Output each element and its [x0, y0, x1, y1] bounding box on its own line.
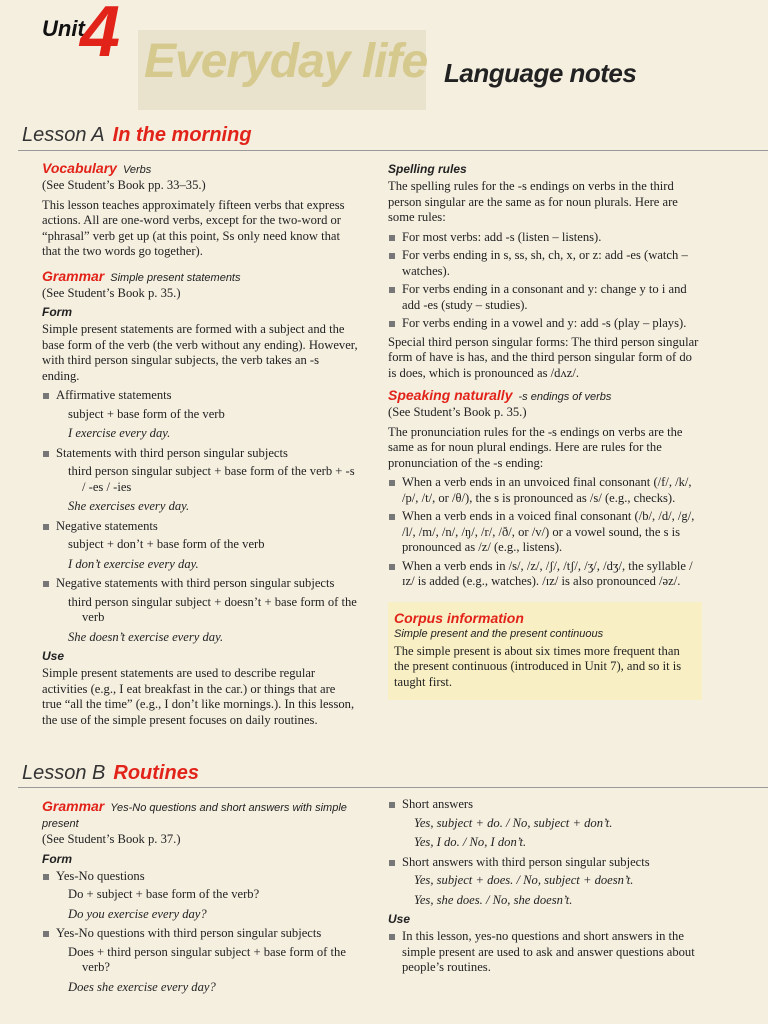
yes-no-third-person-rule: Does + third person singular subject + base form of the verb? — [68, 944, 346, 974]
short-answers-third-bullet: Short answers with third person singular subjects — [388, 855, 702, 871]
lesson-b-heading — [22, 762, 199, 785]
speaking-naturally-title: Speaking naturally — [388, 387, 513, 403]
pronunciation-rule-1: When a verb ends in an unvoiced final consonant (/f/, /k/, /p/, /t/, or /θ/), the s is pronounced as /s/ (e.g., checks). — [388, 475, 702, 506]
third-person-bullet: Statements with third person singular subjects — [42, 446, 358, 462]
lesson-b-label: Lesson B — [22, 762, 106, 784]
yes-no-third-person-bullet: Yes-No questions with third person singular subjects — [42, 926, 358, 942]
lesson-a-heading — [22, 124, 252, 147]
form-b-heading: Form — [42, 851, 72, 866]
vocabulary-heading — [42, 160, 358, 176]
short-answers-example: Yes, I do. / No, I don’t. — [414, 835, 527, 849]
short-answers-third-rule: Yes, subject + does. / No, subject + doesn’t. — [414, 873, 634, 887]
negative-third-person-example: She doesn’t exercise every day. — [68, 629, 224, 644]
vocabulary-subtitle: Verbs — [122, 164, 152, 176]
form-text: Simple present statements are formed with a subject and the base form of the verb (the verb without any ending). However, with third person singular subjects, the verb takes an -s ending. — [42, 322, 358, 383]
vocabulary-text: This lesson teaches approximately fifteen verbs that express actions. All are one-word verbs, except for the two-word or “phrasal” verb get up (at this point, Ss only need know that that the two words go together). — [42, 197, 345, 258]
short-answers-rule: Yes, subject + do. / No, subject + don’t. — [414, 815, 613, 830]
unit-label: Unit — [42, 16, 85, 41]
affirmative-example: I exercise every day. — [68, 426, 171, 440]
vocabulary-title: Vocabulary — [42, 160, 117, 176]
grammar-subtitle: Simple present statements — [110, 271, 241, 284]
short-answers-third-example: Yes, she does. / No, she doesn’t. — [414, 892, 573, 907]
lesson-a-label: Lesson A — [22, 124, 105, 146]
spelling-heading: Spelling rules — [388, 162, 467, 176]
use-b-heading: Use — [388, 912, 411, 926]
yes-no-questions-rule: Do + subject + base form of the verb? — [68, 887, 260, 901]
use-text: Simple present statements are used to describe regular activities (e.g., I eat breakfast in the car.) or things that are true “all the time” (e.g., I don’t like mornings.). In this lesson, the use of the simple present focuses on daily routines. — [42, 666, 355, 727]
lesson-a-right-column — [388, 158, 702, 700]
short-answers-bullet: Short answers — [388, 797, 702, 813]
speaking-naturally-heading — [388, 387, 702, 403]
grammar-heading — [42, 268, 358, 284]
vocabulary-reference: (See Student’s Book pp. 33–35.) — [42, 178, 206, 192]
negative-example: I don’t exercise every day. — [68, 556, 199, 571]
corpus-subtitle: Simple present and the present continuous — [394, 627, 604, 640]
corpus-text: The simple present is about six times more frequent than the present continuous (introduced in Unit 7), and so it is taught first. — [394, 643, 682, 689]
spelling-rule-4: For verbs ending in a vowel and y: add -s (play – plays). — [388, 316, 702, 332]
lesson-b-left-column — [42, 798, 358, 999]
corpus-information-box — [388, 602, 702, 701]
lesson-a-divider — [18, 150, 768, 151]
yes-no-questions-example: Do you exercise every day? — [68, 906, 207, 921]
lesson-b-divider — [18, 787, 768, 788]
pronunciation-rule-3: When a verb ends in /s/, /z/, /ʃ/, /tʃ/, /ʒ/, /dʒ/, the syllable /ɪz/ is added (e.g., watches). /ɪz/ is also pronounced /əz/. — [388, 559, 702, 590]
spelling-rule-2: For verbs ending in s, ss, sh, ch, x, or z: add -es (watch – watches). — [388, 248, 702, 279]
grammar-title: Grammar — [42, 267, 105, 284]
grammar-b-reference: (See Student’s Book p. 37.) — [42, 832, 181, 846]
yes-no-questions-bullet: Yes-No questions — [42, 869, 358, 885]
grammar-reference: (See Student’s Book p. 35.) — [42, 285, 181, 300]
corpus-heading: Corpus information — [394, 609, 524, 626]
negative-rule: subject + don’t + base form of the verb — [68, 537, 265, 551]
grammar-b-subtitle: Yes-No questions and short answers with simple present — [42, 802, 347, 830]
pronunciation-rule-2: When a verb ends in a voiced final consonant (/b/, /d/, /g/, /l/, /m/, /n/, /ŋ/, /r/, /ð/, or /v/) or a vowel sound, the s is pronounced as /z/ (e.g., listens). — [388, 509, 702, 556]
spelling-rule-1: For most verbs: add -s (listen – listens). — [388, 230, 702, 246]
third-person-example: She exercises every day. — [68, 499, 190, 513]
spelling-text: The spelling rules for the -s endings on verbs in the third person singular are the same as for noun plurals. Here are some rules: — [388, 179, 678, 224]
use-heading: Use — [42, 649, 65, 663]
use-b-text: In this lesson, yes-no questions and short answers in the simple present are used to ask and answer questions about people’s routines. — [388, 929, 702, 976]
negative-third-person-bullet: Negative statements with third person singular subjects — [42, 576, 358, 592]
third-person-rule: third person singular subject + base form of the verb + -s / -es / -ies — [68, 464, 355, 494]
affirmative-bullet: Affirmative statements — [42, 388, 358, 404]
grammar-b-heading — [42, 798, 358, 830]
negative-bullet: Negative statements — [42, 519, 358, 535]
special-forms-text: Special third person singular forms: The third person singular form of have is has, and the third person singular form of do is does, which is pronounced as /dʌz/. — [388, 334, 699, 380]
negative-third-person-rule: third person singular subject + doesn’t + base form of the verb — [68, 594, 357, 624]
affirmative-rule: subject + base form of the verb — [68, 406, 225, 421]
grammar-b-title: Grammar — [42, 798, 105, 814]
unit-title: Everyday life — [144, 35, 428, 88]
lesson-a-left-column — [42, 160, 358, 732]
speaking-reference: (See Student’s Book p. 35.) — [388, 405, 527, 419]
language-notes-label: Language notes — [444, 58, 637, 88]
lesson-b-right-column — [388, 797, 702, 979]
lesson-a-title: In the morning — [112, 124, 252, 146]
speaking-text: The pronunciation rules for the -s endings on verbs are the same as for noun plural endings. Here are rules for the pronunciation of the -s ending: — [388, 424, 683, 470]
unit-number: 4 — [80, 0, 121, 72]
lesson-b-title: Routines — [113, 762, 199, 784]
speaking-naturally-subtitle: -s endings of verbs — [518, 391, 612, 403]
form-heading: Form — [42, 305, 72, 319]
spelling-rule-3: For verbs ending in a consonant and y: change y to i and add -es (study – studies). — [388, 282, 702, 313]
yes-no-third-person-example: Does she exercise every day? — [68, 979, 216, 994]
